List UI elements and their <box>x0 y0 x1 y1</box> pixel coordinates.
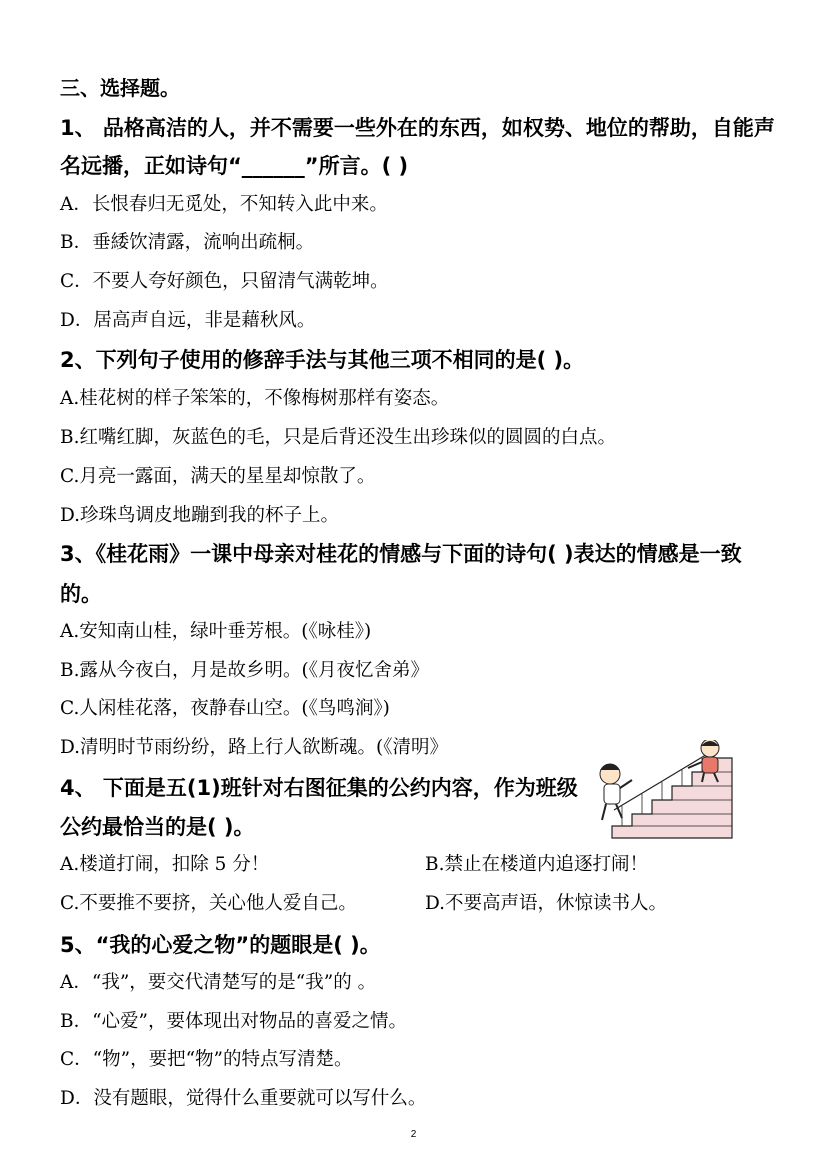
q1-stem-line1: 1、 品格高洁的人，并不需要一些外在的东西，如权势、地位的帮助，自能声 <box>60 116 775 140</box>
q5-option-a: A．“我”，要交代清楚写的是“我”的 。 <box>60 972 377 993</box>
q3-option-a: A.安知南山桂，绿叶垂芳根。(《咏桂》) <box>60 621 372 642</box>
children-fighting-on-stairs-illustration <box>592 740 740 840</box>
q4-option-a: A.楼道打闹，扣除 5 分！ <box>60 854 270 875</box>
q5-option-b: B．“心爱”，要体现出对物品的喜爱之情。 <box>60 1011 408 1032</box>
q1-option-c: C．不要人夸好颜色，只留清气满乾坤。 <box>60 271 389 292</box>
q5-option-c: C．“物”，要把“物”的特点写清楚。 <box>60 1049 353 1070</box>
q2-option-d: D.珍珠鸟调皮地蹦到我的杯子上。 <box>60 505 340 526</box>
q4-stem-line2: 公约最恰当的是( )。 <box>60 815 255 839</box>
q2-option-b: B.红嘴红脚，灰蓝色的毛，只是后背还没生出珍珠似的圆圆的白点。 <box>60 427 616 448</box>
q4-stem-line1: 4、 下面是五(1)班针对右图征集的公约内容，作为班级 <box>60 776 578 800</box>
q5-stem: 5、“我的心爱之物”的题眼是( )。 <box>60 933 381 957</box>
q3-stem-line2: 的。 <box>60 582 102 606</box>
q2-option-a: A.桂花树的样子笨笨的，不像梅树那样有姿态。 <box>60 388 450 409</box>
q2-option-c: C.月亮一露面，满天的星星却惊散了。 <box>60 466 376 487</box>
q3-stem-line1: 3、《桂花雨》一课中母亲对桂花的情感与下面的诗句( )表达的情感是一致 <box>60 542 742 566</box>
q1-option-a: A．长恨春归无觅处，不知转入此中来。 <box>60 194 388 215</box>
page-number: 2 <box>410 1129 417 1140</box>
q4-option-d: D.不要高声语，休惊读书人。 <box>425 893 668 914</box>
q4-option-c: C.不要推不要挤，关心他人爱自己。 <box>60 893 357 914</box>
q2-stem: 2、下列句子使用的修辞手法与其他三项不相同的是( )。 <box>60 348 585 372</box>
q5-option-d: D．没有题眼，觉得什么重要就可以写什么。 <box>60 1088 427 1109</box>
q1-stem-line2: 名远播，正如诗句“______”所言。( ) <box>60 154 409 178</box>
q1-option-d: D．居高声自远，非是藉秋风。 <box>60 310 316 331</box>
q3-option-b: B.露从今夜白，月是故乡明。(《月夜忆舍弟》 <box>60 660 429 681</box>
section-title: 三、选择题。 <box>60 76 180 100</box>
q4-option-b: B.禁止在楼道内追逐打闹！ <box>425 854 648 875</box>
q3-option-d: D.清明时节雨纷纷，路上行人欲断魂。(《清明》 <box>60 737 449 758</box>
q3-option-c: C.人闲桂花落，夜静春山空。(《鸟鸣涧》) <box>60 698 390 719</box>
q1-option-b: B．垂緌饮清露，流响出疏桐。 <box>60 232 315 253</box>
